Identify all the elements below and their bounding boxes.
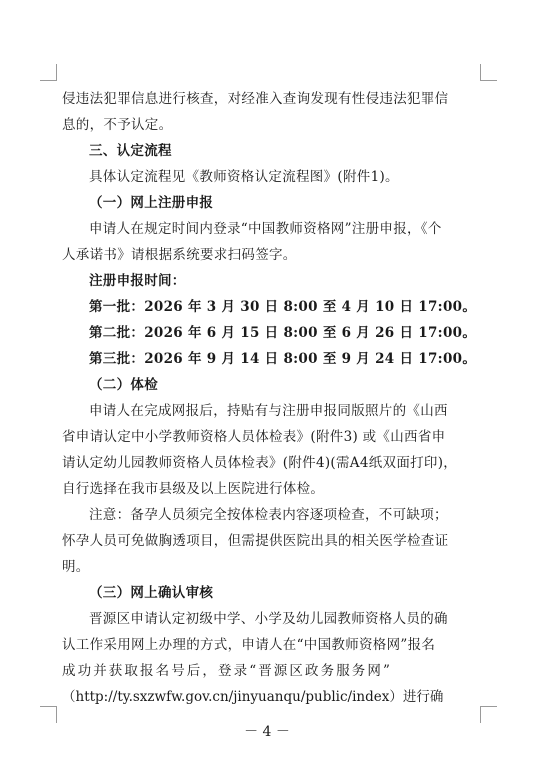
- paragraph-line: 请认定幼儿园教师资格人员体检表》(附件4)(需A4纸双面打印)，: [62, 455, 458, 471]
- subsection-heading: （二）体检: [89, 377, 158, 393]
- crop-mark-top-left: [40, 64, 57, 81]
- registration-time-label: 注册申报时间：: [89, 273, 186, 289]
- batch-2-schedule: 第二批：2026 年 6 月 15 日 8:00 至 6 月 26 日 17:00。: [89, 325, 477, 341]
- paragraph-line: 注意：备孕人员须完全按体检表内容逐项检查，不可缺项；: [89, 507, 448, 523]
- crop-mark-top-right: [480, 64, 497, 81]
- section-heading: 三、认定流程: [89, 143, 172, 159]
- batch-3-schedule: 第三批：2026 年 9 月 14 日 8:00 至 9 月 24 日 17:00。: [89, 351, 477, 367]
- paragraph-line: 晋源区申请认定初级中学、小学及幼儿园教师资格人员的确: [89, 611, 448, 627]
- batch-1-schedule: 第一批：2026 年 3 月 30 日 8:00 至 4 月 10 日 17:00。: [89, 299, 477, 315]
- paragraph-line: （http://ty.sxzwfw.gov.cn/jinyuanqu/public/index）进行确: [62, 689, 444, 705]
- paragraph-line: 怀孕人员可免做胸透项目，但需提供医院出具的相关医学检查证: [62, 533, 449, 549]
- subsection-heading: （一）网上注册申报: [89, 195, 214, 211]
- paragraph-line: 明。: [62, 559, 90, 575]
- paragraph-line: 省申请认定中小学教师资格人员体检表》(附件3) 或《山西省申: [62, 429, 446, 445]
- paragraph-line: 侵违法犯罪信息进行核查，对经准入查询发现有性侵违法犯罪信: [62, 91, 449, 107]
- paragraph-line: 申请人在完成网报后，持贴有与注册申报同版照片的《山西: [89, 403, 448, 419]
- page-number: － 4 －: [244, 724, 290, 740]
- subsection-heading: （三）网上确认审核: [89, 585, 214, 601]
- paragraph-line: 具体认定流程见《教师资格认定流程图》(附件1)。: [89, 169, 399, 185]
- paragraph-line: 自行选择在我市县级及以上医院进行体检。: [62, 481, 325, 497]
- paragraph-line: 成功并获取报名号后，登录“晋源区政务服务网”: [62, 663, 393, 679]
- paragraph-line: 认工作采用网上办理的方式，申请人在“中国教师资格网”报名: [62, 637, 436, 653]
- paragraph-line: 申请人在规定时间内登录“中国教师资格网”注册申报，《个: [89, 221, 442, 237]
- paragraph-line: 人承诺书》请根据系统要求扫码签字。: [62, 247, 297, 263]
- paragraph-line: 息的，不予认定。: [62, 117, 173, 133]
